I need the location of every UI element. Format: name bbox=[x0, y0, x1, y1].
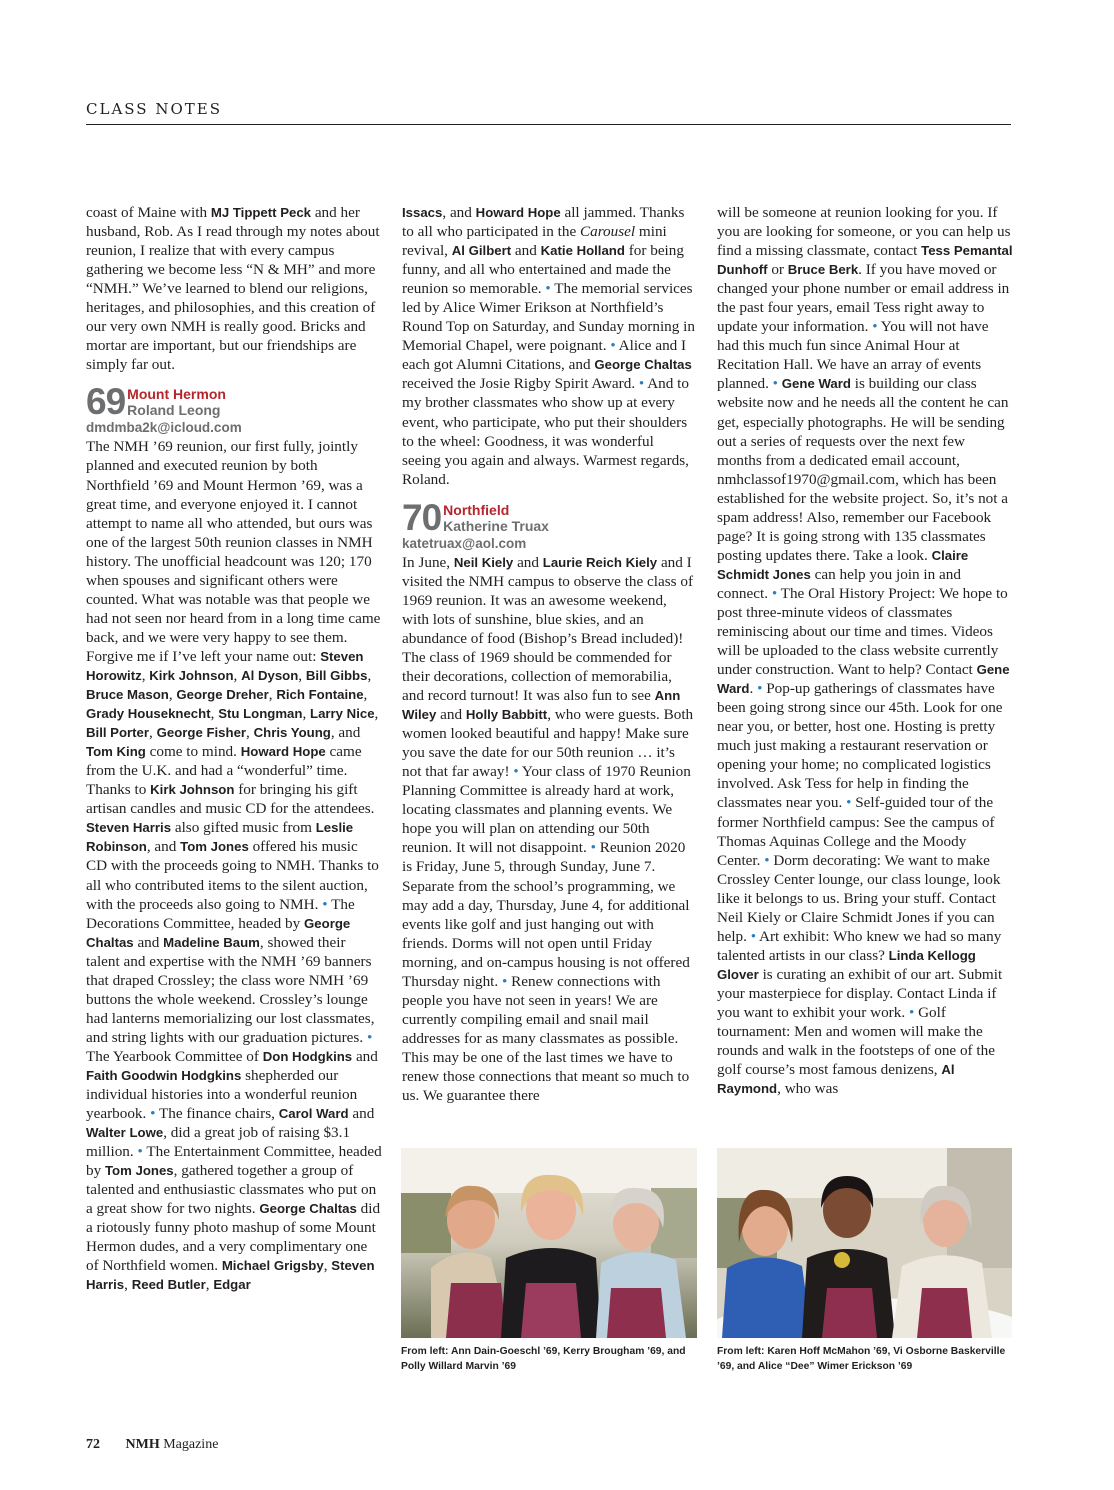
bullet-separator: • bbox=[638, 375, 645, 393]
name-bold: Linda Kellogg Glover bbox=[717, 947, 976, 982]
paragraph: will be someone at reunion looking for you. If you are looking for someone, or you can help us find a missing classmate, contact Tess Pemantal Dunhoff or Bruce Berk. If you have moved or changed your phone number or email address in the past four years, email Tess right away to update your information. • You will not have had this much fun since Animal Hour at Recitation Hall. We have an array of events planned. • Gene Ward is building our class website now and he needs all the content he can get, especially photographs. He will be sending out a series of requests over the next few months from a dedicated email account, nmhclassof1970@gmail.com, which has been established for the website project. So, it’s not a spam address! Also, remember our Facebook page? It is going strong with 135 classmates posting updates there. Take a look. Claire Schmidt Jones can help you join in and connect. • The Oral History Project: We hope to post three-minute videos of classmates reminiscing about our time and times. Videos will be uploaded to the class website currently under construction. Want to help? Contact Gene Ward. • Pop-up gatherings of classmates have been going strong since our 45th. Look for one near you, or better, host one. Hosting is pretty much just making a restaurant reservation or opening your home; no complicated logistics involved. Ask Tess for help in finding the classmates near you. • Self-guided tour of the former Northfield campus: See the campus of Thomas Aquinas College and the Moody Center. • Dorm decorating: We want to make Crossley Center lounge, our class lounge, look like it belongs to us. Bring your stuff. Contact Neil Kiely or Claire Schmidt Jones if you can help. • Art exhibit: Who knew we had so many talented artists in our class? Linda Kellogg Glover is curating an exhibit of our art. Submit your masterpiece for display. Contact Linda if you want to exhibit your work. • Golf tournament: Men and women will make the rounds and walk in the footsteps of one of the golf course’s most famous denizens, Al Raymond, who was bbox=[717, 204, 1013, 1098]
name-bold: Steven Horowitz bbox=[86, 648, 364, 683]
name-bold: Bruce Berk bbox=[787, 262, 859, 278]
name-bold: Steven Harris bbox=[86, 820, 172, 836]
name-bold: Bill Gibbs bbox=[305, 667, 368, 683]
paragraph: In June, Neil Kiely and Laurie Reich Kiely and I visited the NMH campus to observe the class of 1969 reunion. It was an awesome weekend, with lots of sunshine, blue skies, and an abundance of food (Bishop’s Bread included)! The class of 1969 should be commended for their decorations, collection of memorabilia, and record turnout! It was also fun to see Ann Wiley and Holly Babbitt, who were guests. Both women looked beautiful and happy! Make sure you save the date for our 50th reunion … it’s not that far away! • Your class of 1970 Reunion Planning Committee is already hard at work, locating classmates and planning events. We hope you will plan on attending our 50th reunion. It will not disappoint. • Reunion 2020 is Friday, June 5, through Sunday, June 7. Separate from the school’s programming, we may add a day, Thursday, June 4, for additional events like golf and just hanging out with friends. Dorms will not open until Friday morning, and on-campus housing is not offered Thursday night. • Renew connections with people you have not seen in years! We are currently compiling email and snail mail addresses for as many classmates as possible. This may be one of the last times we have to renew those connections that meant so much to us. We guarantee there bbox=[402, 553, 694, 1105]
name-bold: George Dreher bbox=[176, 687, 269, 703]
column-1 bbox=[86, 203, 382, 1295]
name-bold: Grady Houseknecht bbox=[86, 706, 211, 722]
bullet-separator: • bbox=[772, 375, 778, 393]
name-bold: Holly Babbitt bbox=[465, 707, 548, 723]
name-bold: Tom King bbox=[86, 744, 146, 760]
bullet-separator: • bbox=[757, 680, 763, 698]
bullet-separator: • bbox=[610, 337, 616, 355]
header-rule bbox=[86, 124, 1011, 125]
photo-caption-right: From left: Karen Hoff McMahon ’69, Vi Osborne Baskerville ’69, and Alice “Dee” Wimer Erickson ’69 bbox=[717, 1346, 1006, 1372]
name-bold: George Chaltas bbox=[86, 915, 351, 950]
name-bold: Larry Nice bbox=[310, 706, 375, 722]
name-bold: Stu Longman bbox=[218, 706, 303, 722]
bullet-separator: • bbox=[750, 927, 757, 945]
name-bold: Kirk Johnson bbox=[149, 667, 234, 683]
bullet-separator: • bbox=[501, 972, 508, 990]
name-bold: George Fisher bbox=[156, 725, 247, 741]
paragraph: The NMH ’69 reunion, our first fully, jointly planned and executed reunion by both Northfield ’69 and Mount Hermon ’69, was a great time, and everyone enjoyed it. I cannot attempt to name all who attended, but ours was one of the largest 50th reunion classes in NMH history. The unofficial headcount was 120; 170 when spouses and significant others were counted. What was notable was that people we had not seen nor heard from in a long time came back, and we were very happy to see them. Forgive me if I’ve left your name out: Steven Horowitz, Kirk Johnson, Al Dyson, Bill Gibbs, Bruce Mason, George Dreher, Rich Fontaine, Grady Houseknecht, Stu Longman, Larry Nice, Bill Porter, George Fisher, Chris Young, and Tom King come to mind. Howard Hope came from the U.K. and had a “wonderful” time. Thanks to Kirk Johnson for bringing his gift artisan candles and music CD for the attendees. Steven Harris also gifted music from Leslie Robinson, and Tom Jones offered his music CD with the proceeds going to NMH. Thanks to all who contributed items to the silent auction, with the proceeds also going to NMH. • The Decorations Committee, headed by George Chaltas and Madeline Baum, showed their talent and expertise with the NMH ’69 banners that draped Crossley; the class wore NMH ’69 buttons the whole weekend. Crossley’s lounge had lanterns memorializing our lost classmates, and string lights with our graduation pictures. • The Yearbook Committee of Don Hodgkins and Faith Goodwin Hodgkins shepherded our individual histories into a wonderful reunion yearbook. • The finance chairs, Carol Ward and Walter Lowe, did a great job of raising $3.1 million. • The Entertainment Committee, headed by Tom Jones, gathered together a group of talented and enthusiastic classmates who put on a great show for two nights. George Chaltas did a riotously funny photo mashup of some Mount Hermon dudes, and a very complimentary one of Northfield women. Michael Grigsby, Steven Harris, Reed Butler, Edgar bbox=[86, 438, 382, 1294]
column-3 bbox=[717, 203, 1013, 1098]
name-bold: Claire Schmidt Jones bbox=[717, 547, 969, 582]
class-year: 69 bbox=[86, 381, 126, 423]
bullet-separator: • bbox=[322, 895, 328, 913]
class-correspondent: Katherine Truax bbox=[443, 517, 549, 534]
name-bold: Al Raymond bbox=[717, 1062, 955, 1097]
name-bold: Tom Jones bbox=[104, 1163, 174, 1179]
photo-three-women-right bbox=[717, 1148, 1012, 1338]
name-bold: Howard Hope bbox=[475, 205, 561, 220]
bullet-separator: • bbox=[846, 794, 852, 812]
name-bold: Al Gilbert bbox=[451, 243, 512, 259]
bullet-separator: • bbox=[764, 851, 770, 869]
bullet-separator: • bbox=[545, 280, 551, 298]
name-bold: Al Dyson bbox=[241, 667, 299, 683]
class-heading-70 bbox=[402, 496, 696, 538]
name-bold: Rich Fontaine bbox=[276, 687, 364, 703]
name-bold: Kirk Johnson bbox=[150, 782, 235, 798]
bullet-separator: • bbox=[908, 1003, 915, 1021]
name-bold: Steven Harris bbox=[86, 1258, 375, 1293]
bullet-separator: • bbox=[771, 584, 778, 602]
photo-caption-left: From left: Ann Dain-Goeschl ’69, Kerry Brougham ’69, and Polly Willard Marvin ’69 bbox=[401, 1346, 686, 1372]
class-email: dmdmba2k@icloud.com bbox=[86, 420, 242, 436]
name-bold: Reed Butler bbox=[131, 1277, 206, 1293]
name-bold: Carol Ward bbox=[278, 1106, 349, 1122]
name-bold: Ann Wiley bbox=[402, 688, 681, 723]
class-heading-69 bbox=[86, 381, 382, 423]
bullet-separator: • bbox=[150, 1105, 156, 1123]
bullet-separator: • bbox=[872, 318, 878, 336]
name-bold: Madeline Baum bbox=[163, 934, 260, 950]
name-bold: Chris Young bbox=[253, 725, 331, 741]
page-footer bbox=[86, 1437, 218, 1453]
bullet-separator: • bbox=[366, 1028, 373, 1046]
name-bold: Katie Holland bbox=[540, 243, 625, 259]
class-year: 70 bbox=[402, 496, 442, 538]
column-2 bbox=[402, 203, 696, 1105]
name-bold: Gene Ward bbox=[781, 376, 851, 392]
class-campus: Mount Hermon bbox=[127, 386, 226, 403]
name-bold: Edgar bbox=[213, 1277, 251, 1293]
bullet-separator: • bbox=[590, 839, 596, 857]
name-bold: MJ Tippett Peck bbox=[210, 205, 312, 220]
page-number: 72 bbox=[86, 1437, 100, 1452]
name-bold: Leslie Robinson bbox=[86, 820, 354, 855]
name-bold: Howard Hope bbox=[240, 744, 326, 760]
paragraph: coast of Maine with MJ Tippett Peck and her husband, Rob. As I read through my notes about reunion, I realize that with every campus gathering we become less “N & MH” and more “NMH.” We’ve learned to blend our religions, heritages, and philosophies, and this creation of our very own NMH is really good. Bricks and mortar are important, but our friendships are simply far out. bbox=[86, 204, 380, 374]
bullet-separator: • bbox=[513, 763, 519, 781]
name-bold: Gene Ward bbox=[717, 662, 1010, 697]
photo-three-women-left bbox=[401, 1148, 697, 1338]
name-bold: Bruce Mason bbox=[86, 687, 169, 703]
bullet-separator: • bbox=[137, 1143, 143, 1161]
magazine-name: Magazine bbox=[163, 1437, 219, 1452]
class-campus: Northfield bbox=[443, 501, 510, 518]
name-bold: Bill Porter bbox=[86, 725, 150, 741]
name-bold: George Chaltas bbox=[594, 357, 692, 373]
name-bold: Don Hodgkins bbox=[262, 1048, 353, 1064]
name-bold: Issacs bbox=[402, 205, 443, 220]
name-bold: Faith Goodwin Hodgkins bbox=[86, 1067, 242, 1083]
italic-title: Carousel bbox=[579, 223, 636, 241]
magazine-name-bold: NMH bbox=[125, 1437, 160, 1452]
name-bold: Neil Kiely bbox=[453, 554, 514, 570]
name-bold: George Chaltas bbox=[259, 1201, 357, 1217]
name-bold: Walter Lowe bbox=[86, 1125, 164, 1141]
paragraph: Issacs, and Howard Hope all jammed. Thanks to all who participated in the Carousel mini revival, Al Gilbert and Katie Holland for being funny, and all who entertained and made the reunion so memorable. • The memorial services led by Alice Wimer Erikson at Northfield’s Round Top on Saturday, and Sunday morning in Memorial Chapel, were poignant. • Alice and I each got Alumni Citations, and George Chaltas received the Josie Rigby Spirit Award. • And to my brother classmates who show up at every event, who participate, who put their shoulders to the wheel: Goodness, it was wonderful seeing you again and always. Warmest regards, Roland. bbox=[402, 204, 695, 488]
name-bold: Laurie Reich Kiely bbox=[542, 554, 658, 570]
name-bold: Tess Pemantal Dunhoff bbox=[717, 243, 1013, 278]
class-email: katetruax@aol.com bbox=[402, 535, 527, 551]
class-correspondent: Roland Leong bbox=[127, 402, 221, 419]
name-bold: Tom Jones bbox=[180, 839, 249, 855]
name-bold: Michael Grigsby bbox=[221, 1258, 324, 1274]
section-title: CLASS NOTES bbox=[86, 100, 222, 118]
page-header bbox=[86, 100, 1011, 118]
